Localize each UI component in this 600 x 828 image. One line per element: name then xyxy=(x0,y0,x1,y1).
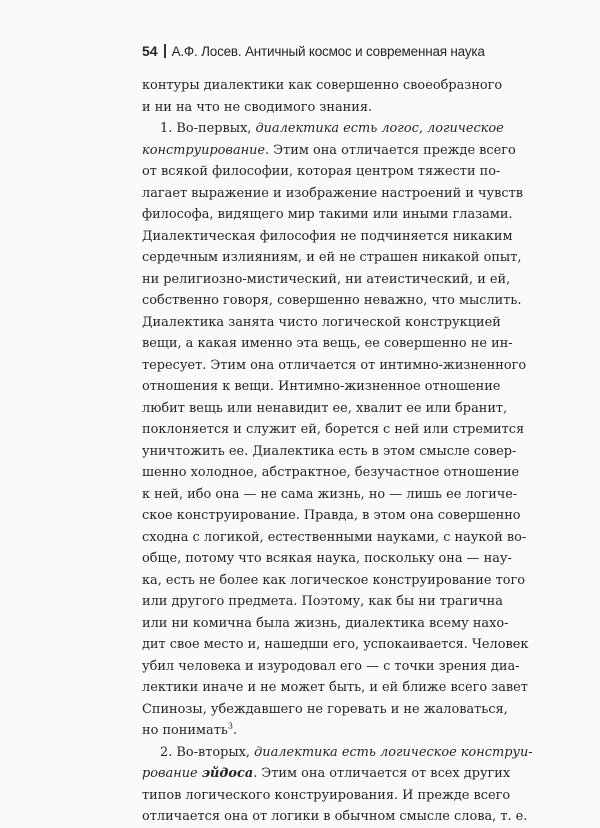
final-text: но понимать xyxy=(142,723,228,738)
paragraph-1-line-8: ни религиозно-мистический, ни атеистический, и ей, xyxy=(142,271,511,287)
paragraph-1-line-18: к ней, ибо она — не сама жизнь, но — лишь ее логиче- xyxy=(142,486,518,502)
paragraph-0-line-1: контуры диалектики как совершенно своеобразного xyxy=(142,78,503,93)
paragraph-1-line-2-text: . Этим она отличается прежде всего xyxy=(265,142,516,158)
paragraph-1-line-5: философа, видящего мир такими или иными глазами. xyxy=(142,207,513,222)
header-divider xyxy=(164,44,166,58)
paragraph-1-line-22: ка, есть не более как логическое конструирование того xyxy=(142,572,525,588)
paragraph-1-line-26: убил человека и изуродовал его — с точки зрения диа- xyxy=(142,658,520,674)
list-number-1: 1. Во-первых, xyxy=(160,121,256,136)
paragraph-1-line-19: ское конструирование. Правда, в этом она совершенно xyxy=(142,508,521,523)
italic-word-logical: логическое xyxy=(427,121,504,136)
paragraph-1-line-12: тересует. Этим она отличается от интимно-жизненного xyxy=(142,357,527,373)
paragraph-1-line-27: лектики иначе и не может быть, и ей ближе всего завет xyxy=(142,680,528,695)
list-number-2: 2. Во-вторых, xyxy=(160,744,255,760)
paragraph-1-line-28: Спинозы, убеждавшего не горевать и не жаловаться, xyxy=(142,701,508,717)
paragraph-1-line-25: дит свое место и, нашедши его, успокаивается. Человек xyxy=(142,637,529,652)
bold-italic-word-eidos: эйдоса xyxy=(201,766,254,781)
paragraph-1-line-3: от всякой философии, которая центром тяжести по- xyxy=(142,164,501,179)
comma: , xyxy=(418,121,428,136)
paragraph-1-line-1 xyxy=(142,118,504,140)
paragraph-2-line-4: отличается она от логики в обычном смысле слова, т. е. xyxy=(142,809,528,824)
paragraph-1-line-10: Диалектика занята чисто логической конструкцией xyxy=(142,314,501,330)
main-text xyxy=(142,75,533,828)
footnote-reference-3: 3 xyxy=(227,721,233,731)
italic-word-construction: конструирование xyxy=(142,142,266,158)
page-number: 54 xyxy=(142,43,158,59)
paragraph-1-line-2 xyxy=(142,140,516,162)
paragraph-2-line-2-text: . Этим она отличается от всех других xyxy=(253,766,511,781)
paragraph-1-line-20: сходна с логикой, естественными науками, с наукой во- xyxy=(142,529,527,545)
paragraph-1-line-29 xyxy=(142,720,498,742)
paragraph-2-line-2 xyxy=(142,763,511,785)
paragraph-2-line-3: типов логического конструирования. И прежде всего xyxy=(142,787,511,803)
paragraph-1-line-13: отношения к вещи. Интимно-жизненное отношение xyxy=(142,379,501,394)
paragraph-1-line-14: любит вещь или ненавидит ее, хвалит ее или бранит, xyxy=(142,400,508,416)
italic-phrase-dialectic-logos: диалектика есть логос xyxy=(255,121,419,136)
paragraph-1-line-21: обще, потому что всякая наука, поскольку она — нау- xyxy=(142,551,512,566)
paragraph-0-line-2: и ни на что не сводимого знания. xyxy=(142,99,373,115)
paragraph-1-line-4: лагает выражение и изображение настроений и чувств xyxy=(142,185,523,201)
paragraph-1-line-9: собственно говоря, совершенно неважно, что мыслить. xyxy=(142,293,522,308)
final-period: . xyxy=(232,723,238,738)
italic-word-construction-continued: рование xyxy=(142,766,202,781)
italic-phrase-dialectic-logical-construction: диалектика есть логическое конструи- xyxy=(254,744,533,760)
paragraph-1-line-17: шенно холодное, абстрактное, безучастное отношение xyxy=(142,465,520,480)
paragraph-2-line-1 xyxy=(142,742,533,764)
running-head: А.Ф. Лосев. Античный космос и современная наука xyxy=(171,44,485,59)
paragraph-1-line-15: поклоняется и служит ей, борется с ней или стремится xyxy=(142,422,525,437)
paragraph-1-line-11: вещи, а какая именно эта вещь, ее совершенно не ин- xyxy=(142,336,513,351)
paragraph-1-line-24: или ни комична была жизнь, диалектика всему нахо- xyxy=(142,615,509,631)
paragraph-1-line-6: Диалектическая философия не подчиняется никаким xyxy=(142,228,513,244)
page-header xyxy=(142,42,502,62)
paragraph-1-line-7: сердечным излияниям, и ей не страшен никакой опыт, xyxy=(142,250,522,265)
paragraph-1-line-16: уничтожить ее. Диалектика есть в этом смысле совер- xyxy=(142,443,517,459)
paragraph-1-line-23: или другого предмета. Поэтому, как бы ни трагична xyxy=(142,594,503,609)
